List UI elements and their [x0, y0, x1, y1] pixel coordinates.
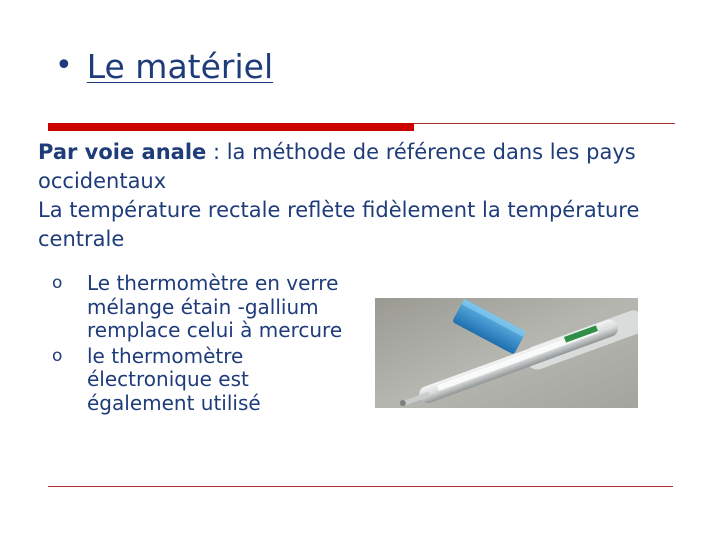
bullet-text: Le thermomètre en verre mélange étain -gallium remplace celui à mercure — [87, 271, 343, 342]
bullet-marker: o — [52, 345, 63, 366]
intro-text — [38, 138, 688, 254]
intro-bold: Par voie anale — [38, 140, 207, 164]
slide-title: Le matériel — [86, 46, 274, 86]
title-bullet: • — [55, 48, 73, 83]
bullet-text: le thermomètre électronique est également utilisé — [87, 343, 261, 415]
bottom-divider — [48, 486, 673, 487]
intro-paragraph-1 — [38, 138, 688, 196]
bullet-item — [52, 272, 352, 343]
bullet-list — [52, 272, 352, 417]
thermometer-photo — [375, 298, 638, 408]
slide-title-row — [55, 44, 273, 88]
top-accent-bar — [48, 123, 414, 131]
intro-paragraph-2: La température rectale reflète fidèlement la température centrale — [38, 198, 640, 251]
bullet-marker: o — [52, 273, 63, 293]
intro-rest: : la méthode de référence dans les pays occidentaux — [38, 140, 636, 193]
bullet-item — [52, 345, 352, 416]
